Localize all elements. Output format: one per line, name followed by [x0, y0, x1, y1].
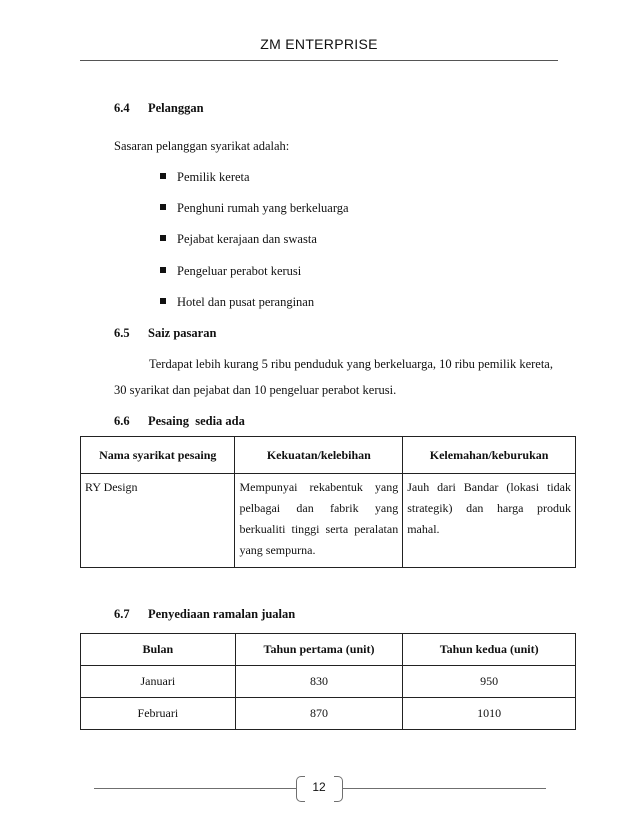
square-bullet-icon: [160, 204, 166, 210]
header-rule: [80, 60, 558, 61]
column-header: Nama syarikat pesaing: [81, 437, 235, 474]
market-size-line-1: Terdapat lebih kurang 5 ribu penduduk yang berkeluarga, 10 ribu pemilik kereta,: [149, 357, 553, 371]
section-title: Pelanggan: [148, 101, 204, 115]
section-6-6-heading: [114, 414, 245, 429]
list-item: Pengeluar perabot kerusi: [160, 264, 301, 279]
month-cell: Februari: [81, 698, 236, 730]
list-item: Pejabat kerajaan dan swasta: [160, 232, 317, 247]
section-title: Saiz pasaran: [148, 326, 217, 340]
square-bullet-icon: [160, 235, 166, 241]
competitor-weakness: Jauh dari Bandar (lokasi tidak strategik) dan harga produk mahal.: [403, 474, 576, 568]
page-number: 12: [312, 780, 326, 794]
section-6-5-heading: [114, 326, 216, 341]
footer-rule-left: [94, 788, 296, 789]
customer-intro: Sasaran pelanggan syarikat adalah:: [114, 139, 290, 153]
section-title: Pesaing sedia ada: [148, 414, 245, 428]
year2-cell: 950: [403, 666, 576, 698]
section-number: 6.6: [114, 414, 130, 428]
square-bullet-icon: [160, 173, 166, 179]
table-row: [81, 474, 576, 568]
document-header: ZM ENTERPRISE: [260, 36, 378, 52]
column-header: Tahun kedua (unit): [403, 634, 576, 666]
month-cell: Januari: [81, 666, 236, 698]
competitor-strength: Mempunyai rekabentuk yang pelbagai dan fabrik yang berkualiti tinggi serta peralatan yang sempurna.: [235, 474, 403, 568]
table-row: [81, 666, 576, 698]
sales-forecast-table: [80, 633, 576, 730]
table-header-row: [81, 437, 576, 474]
market-size-line-2: 30 syarikat dan pejabat dan 10 pengeluar perabot kerusi.: [114, 383, 397, 397]
square-bullet-icon: [160, 298, 166, 304]
list-item: Pemilik kereta: [160, 170, 250, 185]
year2-cell: 1010: [403, 698, 576, 730]
column-header: Kelemahan/keburukan: [403, 437, 576, 474]
list-item: Hotel dan pusat peranginan: [160, 295, 314, 310]
competitor-name: RY Design: [81, 474, 235, 568]
section-6-4-heading: [114, 101, 204, 116]
table-header-row: [81, 634, 576, 666]
year1-cell: 870: [235, 698, 403, 730]
square-bullet-icon: [160, 267, 166, 273]
section-number: 6.5: [114, 326, 130, 340]
footer-rule-right: [342, 788, 546, 789]
year1-cell: 830: [235, 666, 403, 698]
section-number: 6.7: [114, 607, 130, 621]
section-6-7-heading: [114, 607, 295, 622]
column-header: Tahun pertama (unit): [235, 634, 403, 666]
competitor-table: [80, 436, 576, 568]
list-item: Penghuni rumah yang berkeluarga: [160, 201, 349, 216]
table-row: [81, 698, 576, 730]
column-header: Kekuatan/kelebihan: [235, 437, 403, 474]
column-header: Bulan: [81, 634, 236, 666]
section-number: 6.4: [114, 101, 130, 115]
section-title: Penyediaan ramalan jualan: [148, 607, 296, 621]
